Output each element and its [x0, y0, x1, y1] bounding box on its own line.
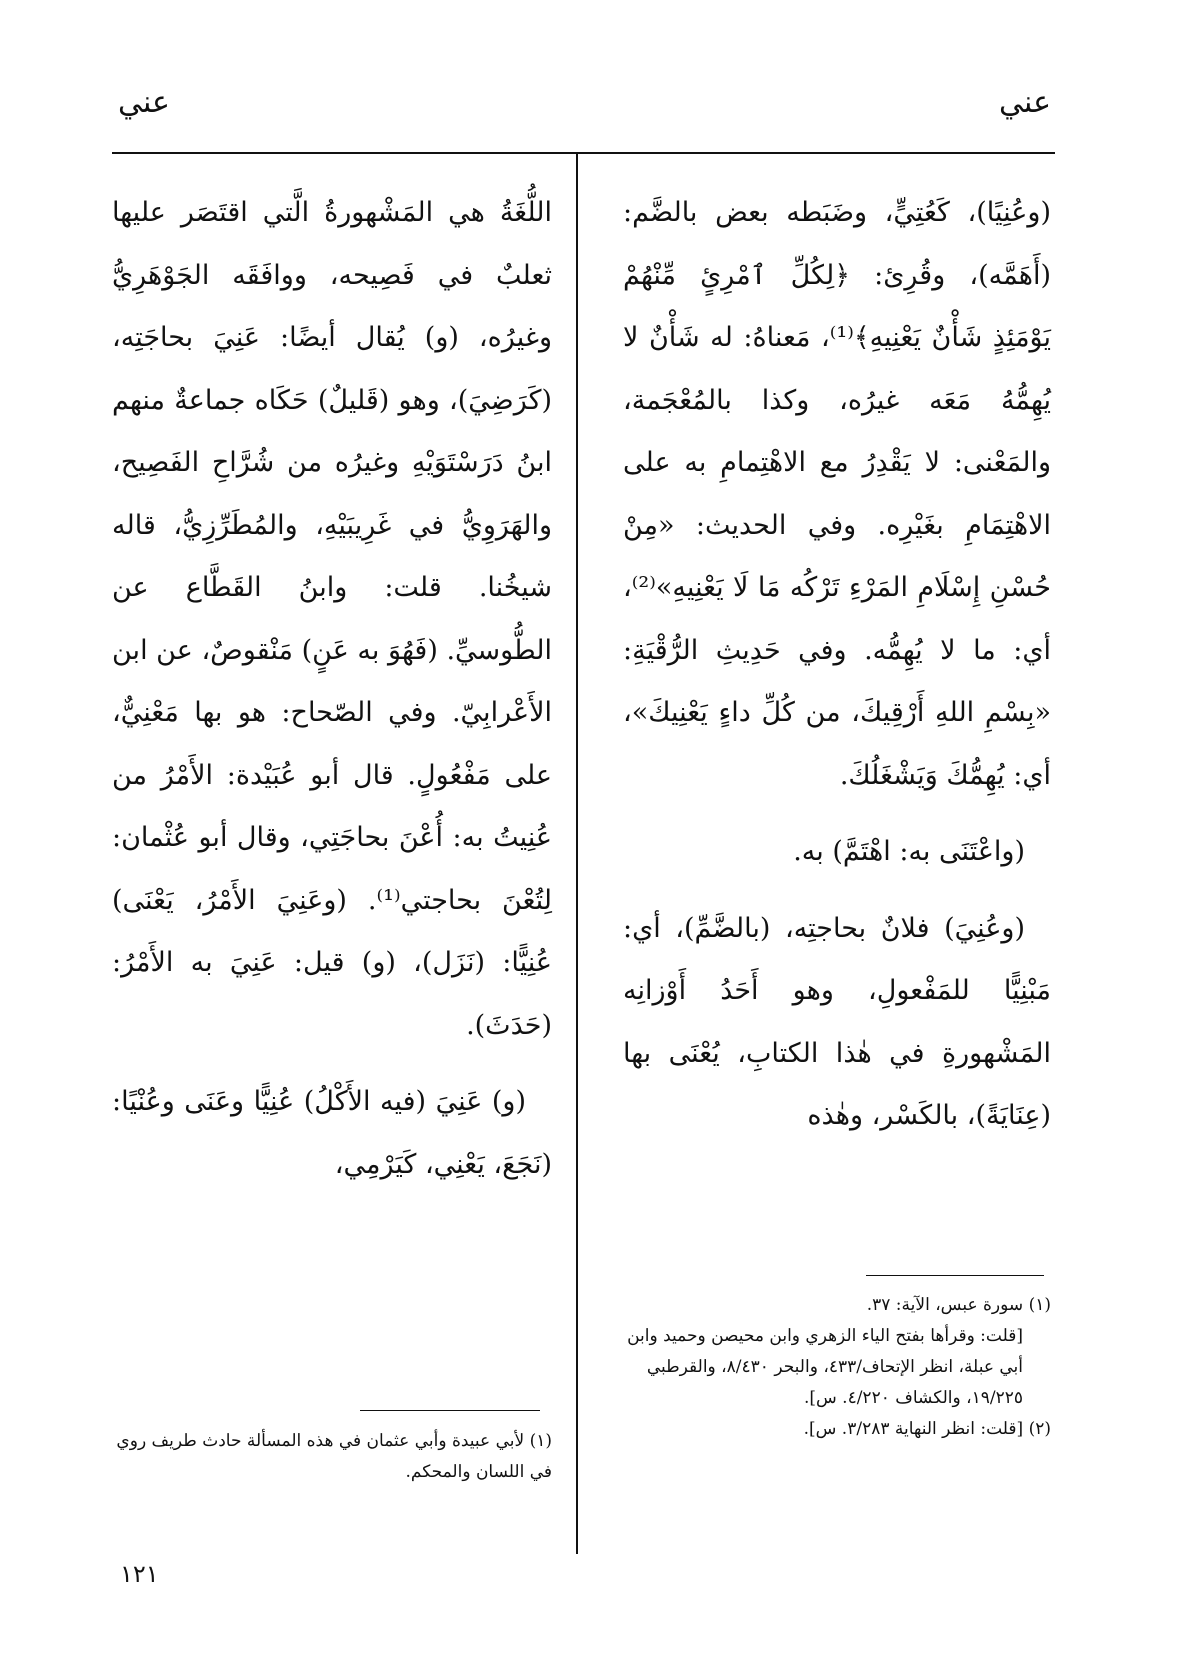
running-header-right: عني — [999, 85, 1051, 120]
footnote: (١) لأبي عبيدة وأبي عثمان في هذه المسألة حادث طريف روي في اللسان والمحكم. — [116, 1431, 552, 1482]
header-divider — [112, 152, 1055, 154]
paragraph: (و) عَنِيَ (فيه الأَكْلُ) عُنِيًّا وعَنَى وعُنْيًا: (نَجَعَ، يَعْنِي، كَيَرْمِي، — [112, 1086, 552, 1180]
footnote: [قلت: وقرأها بفتح الياء الزهري وابن محيصن وحميد وابن أبي عبلة، انظر الإتحاف/٤٣٣، والبحر ٨/٤٣٠، والقرطبي ١٩/٢٢٥، والكشاف ٤/٢٢٠. س]. — [627, 1326, 1023, 1408]
footnote: (٢) [قلت: انظر النهاية ٣/٢٨٣. س]. — [803, 1419, 1051, 1439]
left-text-column — [112, 182, 552, 1196]
paragraph: اللُّغَةُ هي المَشْهورةُ الَّتي اقتَصَر عليها ثعلبٌ في فَصِيحه، ووافَقَه الجَوْهَرِيُّ وغيرُه، (و) يُقال أيضًا: عَنِيَ بحاجَتِه، (كَرَضِيَ)، وهو (قَليلٌ) حَكَاه جماعةٌ منهم ابنُ دَرَسْتَوَيْهِ وغيرُه من شُرَّاحِ الفَصِيح، والهَرَوِيُّ في غَرِيبَيْهِ، والمُطَرِّزِيُّ، قاله شيخُنا. قلت: وابنُ القَطَّاع عن الطُّوسيِّ. (فَهُوَ به عَنٍ) مَنْقوصٌ، عن ابن الأَعْرابِيّ. وفي الصّحاح: هو بها مَعْنِيٌّ، على مَفْعُولٍ. قال أبو عُبَيْدة: الأَمْرُ من عُنِيتُ به: أُعْنَ بحاجَتِي، وقال أبو عُثْمان: لِتُعْنَ بحاجتي⁽¹⁾. (وعَنِيَ الأَمْرُ، يَعْنَى) عُنِيًّا: (نَزَل)، (و) قيل: عَنِيَ به الأَمْرُ: (حَدَثَ). — [112, 197, 552, 1041]
paragraph: (واعْتَنَى به: اهْتَمَّ) به. — [793, 836, 1025, 867]
footnotes-left — [112, 1426, 552, 1488]
footnote-divider-left — [360, 1410, 540, 1411]
column-divider — [576, 154, 578, 1554]
right-text-column — [623, 182, 1051, 1148]
running-header-left: عني — [118, 85, 170, 120]
footnote: (١) سورة عبس، الآية: ٣٧. — [866, 1295, 1051, 1315]
paragraph: (وعُنِيًا)، كَعُتِيٍّ، وضَبَطه بعض بالضَّم: (أَهَمَّه)، وقُرِئ: ﴿لِكُلِّ ٱمْرِئٍ مِّنْهُمْ يَوْمَئِذٍ شَأْنٌ يَعْنِيهِ﴾⁽¹⁾، مَعناهُ: له شَأْنٌ لا يُهِمُّهُ مَعَه غيرُه، وكذا بالمُعْجَمة، والمَعْنى: لا يَقْدِرُ مع الاهْتِمامِ به على الاهْتِمَامِ بغَيْرِه. وفي الحديث: «مِنْ حُسْنِ إِسْلَامِ المَرْءِ تَرْكُه مَا لَا يَعْنِيهِ»⁽²⁾، أي: ما لا يُهِمُّه. وفي حَدِيثِ الرُّقْيَةِ: «بِسْمِ اللهِ أَرْقِيكَ، من كُلِّ داءٍ يَعْنِيكَ»، أي: يُهِمُّكَ وَيَشْغَلُكَ. — [623, 197, 1052, 791]
page-number: ١٢١ — [120, 1560, 159, 1588]
footnote-divider-right — [866, 1275, 1044, 1276]
paragraph: (وعُنِيَ) فلانٌ بحاجتِه، (بالضَّمِّ)، أي: مَبْنِيًّا للمَفْعولِ، وهو أَحَدُ أَوْزانِه المَشْهورةِ في هٰذا الكتابِ، يُعْنَى بها (عِنَايَةً)، بالكَسْر، وهٰذه — [623, 912, 1051, 1131]
footnotes-right — [611, 1290, 1051, 1445]
